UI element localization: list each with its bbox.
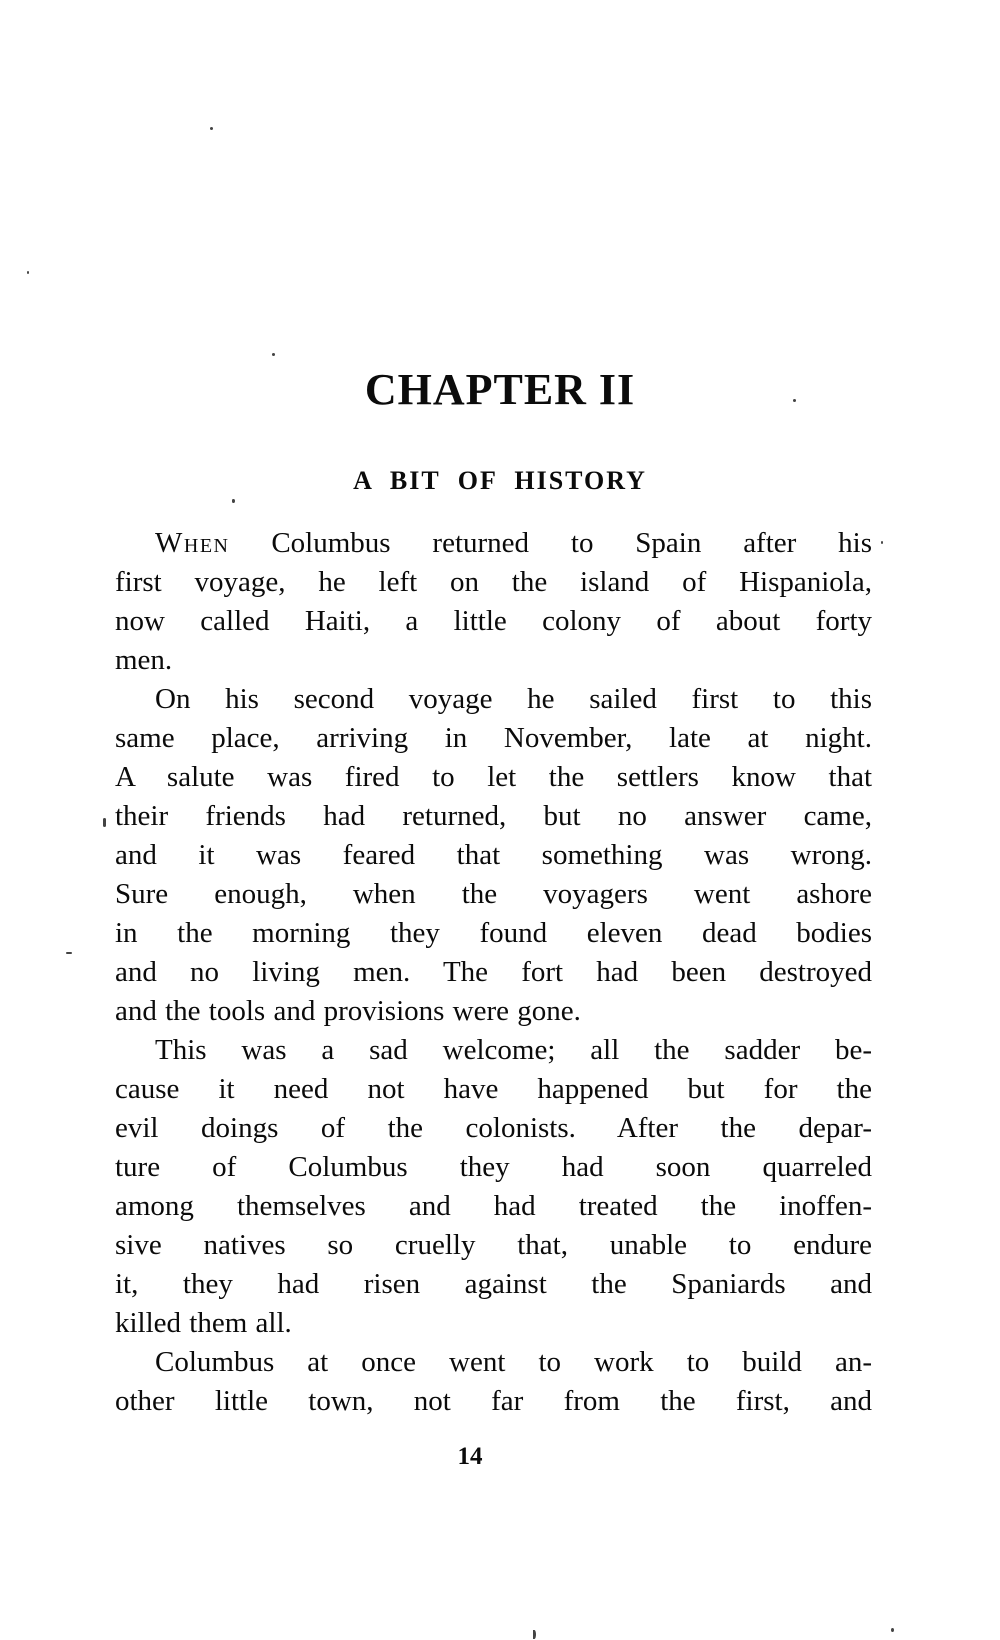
text-line: cause it need not have happened but for the xyxy=(115,1073,872,1105)
body-text xyxy=(115,524,872,1421)
text-line: evil doings of the colonists. After the depar- xyxy=(115,1112,872,1144)
scan-speck xyxy=(103,818,106,827)
scan-speck xyxy=(793,399,796,402)
scan-speck xyxy=(891,1628,894,1632)
text-line: first voyage, he left on the island of Hispaniola, xyxy=(115,566,872,598)
section-subtitle: A BIT OF HISTORY xyxy=(353,466,647,495)
text-line: in the morning they found eleven dead bodies xyxy=(115,917,872,949)
paragraph xyxy=(115,1031,872,1343)
scan-speck xyxy=(272,353,275,356)
text-line: Sure enough, when the voyagers went ashore xyxy=(115,878,872,910)
text-line: On his second voyage he sailed first to this xyxy=(155,683,872,715)
paragraph xyxy=(115,680,872,1031)
text-line: When Columbus returned to Spain after his xyxy=(155,527,872,559)
text-line: and the tools and provisions were gone. xyxy=(115,995,581,1027)
text-line: killed them all. xyxy=(115,1307,292,1339)
text-line: men. xyxy=(115,644,173,676)
paragraph xyxy=(115,524,872,680)
scan-speck xyxy=(210,127,213,130)
small-caps-lead: When xyxy=(155,527,230,559)
scan-speck xyxy=(27,271,29,274)
text-line: This was a sad welcome; all the sadder be- xyxy=(155,1034,872,1066)
scan-speck xyxy=(232,499,235,503)
text-line: and no living men. The fort had been destroyed xyxy=(115,956,872,988)
paragraph xyxy=(115,1343,872,1421)
text-line: sive natives so cruelly that, unable to endure xyxy=(115,1229,872,1261)
text-line: A salute was fired to let the settlers know that xyxy=(115,761,872,793)
text-line: their friends had returned, but no answer came, xyxy=(115,800,872,832)
scan-speck xyxy=(66,952,72,954)
text-line: same place, arriving in November, late at night. xyxy=(115,722,872,754)
text-line: and it was feared that something was wrong. xyxy=(115,839,872,871)
text-line: other little town, not far from the first, and xyxy=(115,1385,872,1417)
text-line: ture of Columbus they had soon quarreled xyxy=(115,1151,872,1183)
text-line: now called Haiti, a little colony of about forty xyxy=(115,605,872,637)
text-line: Columbus at once went to work to build an- xyxy=(155,1346,872,1378)
chapter-title: CHAPTER II xyxy=(364,365,636,414)
text-line: among themselves and had treated the inoffen- xyxy=(115,1190,872,1222)
text-line: it, they had risen against the Spaniards and xyxy=(115,1268,872,1300)
scan-speck xyxy=(533,1630,536,1639)
scan-speck xyxy=(881,541,883,544)
page-number: 14 xyxy=(457,1443,483,1470)
